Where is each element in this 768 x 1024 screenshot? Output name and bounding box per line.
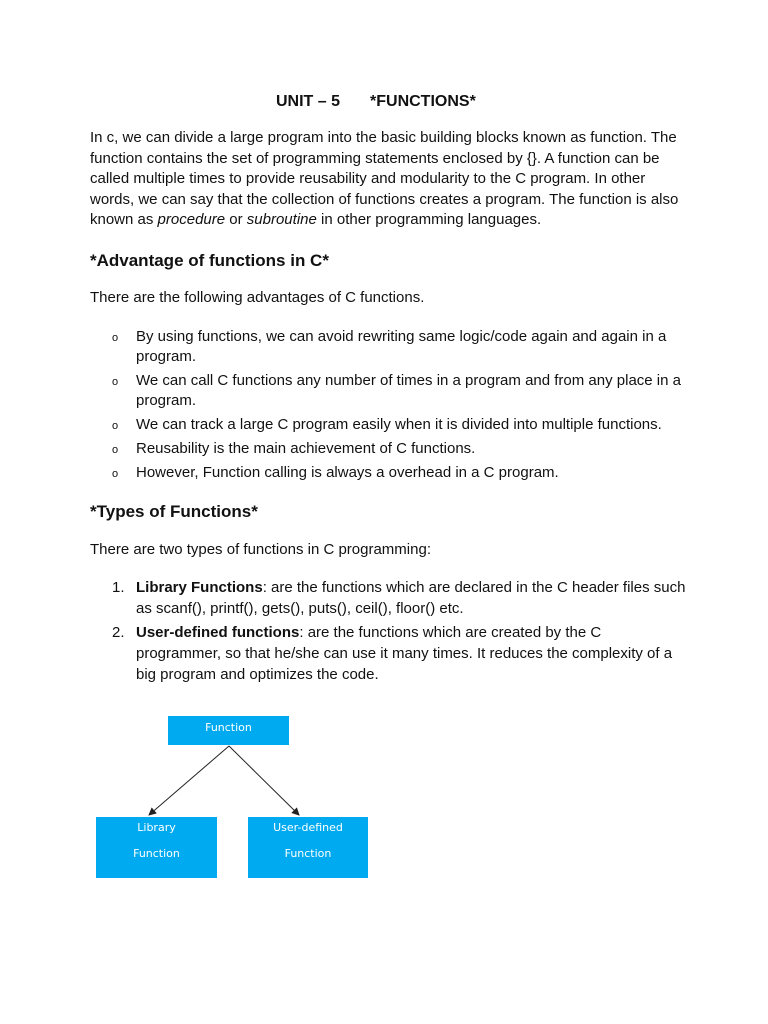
advantages-lead: There are the following advantages of C functions. xyxy=(90,289,425,306)
library-label-line2: Function xyxy=(133,847,180,860)
list-number: 1. xyxy=(112,579,125,596)
term-procedure: procedure xyxy=(157,211,226,228)
bullet-marker: o xyxy=(112,420,119,432)
intro-or: or xyxy=(225,211,247,228)
user-defined-label-line2: Function xyxy=(284,847,332,860)
diagram-root-box: Function xyxy=(168,716,289,745)
advantages-heading: *Advantage of functions in C* xyxy=(90,251,329,270)
arrow-to-user-defined xyxy=(229,746,299,815)
types-heading: *Types of Functions* xyxy=(90,502,258,521)
type-term: Library Functions xyxy=(136,579,263,596)
bullet-marker: o xyxy=(112,376,119,388)
library-label-line1: Library xyxy=(137,821,176,834)
list-number: 2. xyxy=(112,624,125,641)
intro-text: In c, we can divide a large program into the basic building blocks known as function. The function contains the set of programming statements enclosed by {}. A function can be called multiple times to provide reusability and modularity to the C program. In other words, we can say that the collection of functions creates a program. The function is also known as xyxy=(90,129,679,228)
types-lead: There are two types of functions in C programming: xyxy=(90,541,431,558)
arrow-to-library xyxy=(149,746,229,815)
diagram-user-defined-box xyxy=(248,817,368,878)
type-description: : are the functions which are declared in the C header files such as scanf(), printf(), gets(), puts(), ceil(), floor() etc. xyxy=(136,579,686,617)
bullet-marker: o xyxy=(112,332,119,344)
type-term: User-defined functions xyxy=(136,624,300,641)
topic-label: *FUNCTIONS* xyxy=(370,93,476,110)
intro-text-end: in other programming languages. xyxy=(316,211,542,228)
diagram-library-box xyxy=(96,817,217,878)
user-defined-label-line1: User-defined xyxy=(273,821,343,834)
list-item-text: However, Function calling is always a overhead in a C program. xyxy=(136,464,559,481)
bullet-marker: o xyxy=(112,468,119,480)
type-description: : are the functions which are created by the C programmer, so that he/she can use it many times. It reduces the complexity of a big program and optimizes the code. xyxy=(136,624,673,683)
list-item-text: We can call C functions any number of times in a program and from any place in a program. xyxy=(136,372,681,409)
bullet-marker: o xyxy=(112,444,119,456)
term-subroutine: subroutine xyxy=(246,211,317,228)
list-item-text: We can track a large C program easily when it is divided into multiple functions. xyxy=(136,416,662,433)
unit-label: UNIT – 5 xyxy=(276,93,341,110)
list-item-text: Reusability is the main achievement of C functions. xyxy=(136,440,476,457)
list-item-text: By using functions, we can avoid rewriting same logic/code again and again in a program. xyxy=(136,328,667,365)
